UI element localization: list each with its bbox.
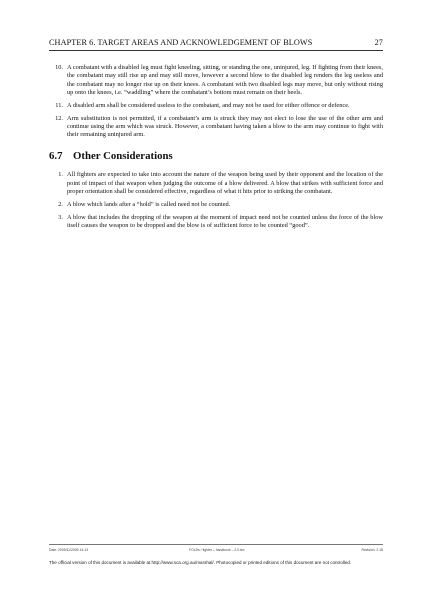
footer-note: The official version of this document is available at http://www.sca.org.au/marshal/. Photocopied or printed editions of this document are not controlled. <box>49 560 352 565</box>
list-item <box>49 64 383 97</box>
item-text: All fighters are expected to take into account the nature of the weapon being used by their opponent and the location of the point of impact of that weapon when judging the outcome of a blow delivered. A blow that strikes with sufficient force and proper orientation shall be considered effective, regardless of what it hits prior to striking the combatant. <box>67 171 383 195</box>
item-number: 10. <box>55 64 63 71</box>
item-text: Arm substitution is not permitted, if a combatant’s arm is struck they may not elect to lose the use of the other arm and continue using the arm which was struck. However, a combatant having taken a blow to the arm may continue to fight with their remaining uninjured arm. <box>67 114 383 139</box>
running-header <box>49 38 383 47</box>
item-number: 1. <box>58 171 63 179</box>
list-item <box>49 201 383 209</box>
item-text: A disabled arm shall be considered useless to the combatant, and may not be used for either offence or defence. <box>67 101 350 109</box>
list-item <box>49 115 383 140</box>
considerations-list <box>49 171 383 230</box>
rules-list-continued <box>49 64 383 139</box>
item-number: 3. <box>58 213 63 221</box>
footer-date: Date: 2009/11/2005 14:13 <box>49 548 88 552</box>
footer-revision: Revision: 2.18 <box>361 548 383 552</box>
section-number: 6.7 <box>49 150 63 163</box>
item-number: 12. <box>55 114 63 122</box>
header-rule <box>49 50 383 51</box>
footer-rule <box>49 544 383 545</box>
section-title: Other Considerations <box>73 150 173 163</box>
list-item <box>49 102 383 110</box>
page-body <box>49 64 383 235</box>
item-text: A blow that includes the dropping of the weapon at the moment of impact need not be counted unless the force of the blow itself causes the weapon to be dropped and the blow is of sufficient force to be counted “good”. <box>67 213 383 229</box>
item-number: 11. <box>55 101 63 109</box>
list-item <box>49 214 383 231</box>
footer-filename: FOLDs / fighter – handbook – 2.0.tex <box>189 548 245 552</box>
item-text: A combatant with a disabled leg must fight kneeling, sitting, or standing the one, uninjured, leg. If fighting from their knees, the combatant may still rise up and may still move, however a second blow to the disabled leg renders the leg useless and the combatant may no longer rise up on their knees. A combatant with two disabled legs may move, but only without rising up onto the knees, i.e. “waddling” where the combatant’s bottom must remain on their heels. <box>67 64 383 96</box>
chapter-title: CHAPTER 6. TARGET AREAS AND ACKNOWLEDGEMENT OF BLOWS <box>49 38 313 47</box>
item-number: 2. <box>58 200 63 208</box>
section-heading <box>49 150 383 163</box>
list-item <box>49 171 383 196</box>
item-text: A blow which lands after a “hold” is called need not be counted. <box>67 200 231 208</box>
footer-meta <box>49 548 383 554</box>
page-number: 27 <box>374 38 383 47</box>
